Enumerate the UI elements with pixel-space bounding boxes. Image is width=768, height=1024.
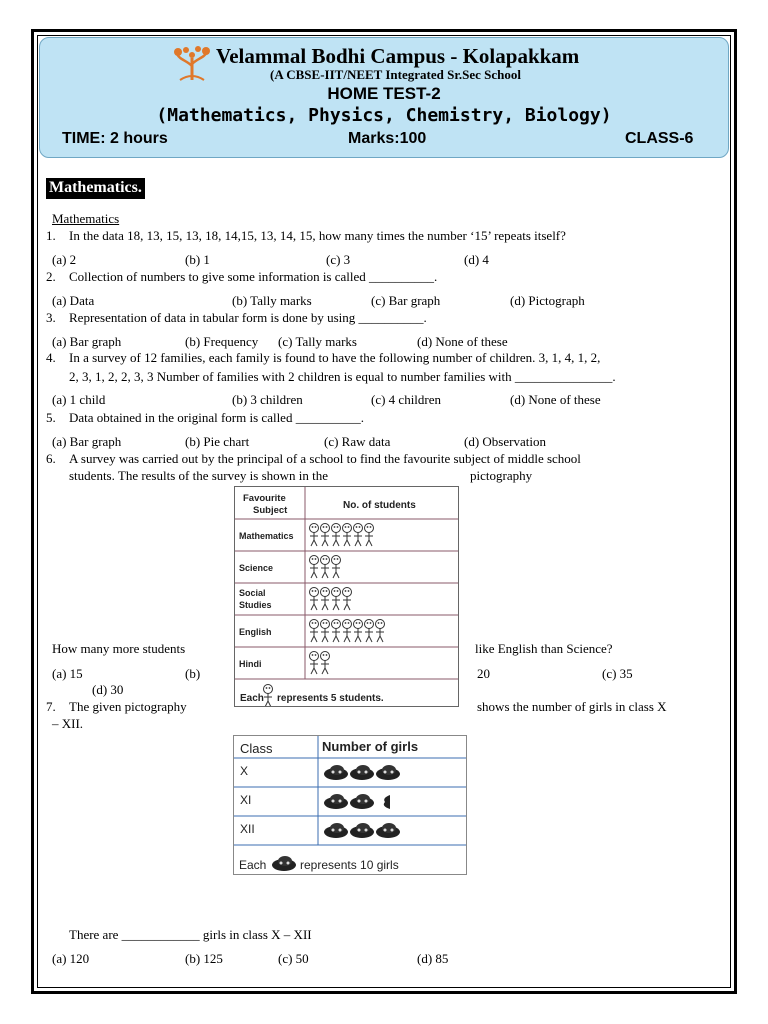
test-title: HOME TEST-2 [327,84,441,103]
question-text: The given pictography [69,699,187,714]
student-icon [310,652,319,675]
girl-icon [376,823,400,838]
girl-icon [350,823,374,838]
girl-icon [350,794,374,809]
student-icon [264,685,273,707]
option: (d) None of these [510,392,601,407]
student-icon [310,524,319,547]
school-name: Velammal Bodhi Campus - Kolapakkam [216,44,580,68]
pictograph-favourite-subject [234,486,459,707]
student-icon [343,588,352,611]
class-label: XI [240,793,252,807]
student-icon [310,588,319,611]
student-icon [332,556,341,579]
pictograph-1-svg [235,487,458,706]
option: (d) 85 [417,951,449,966]
question-number: 2. [46,269,56,284]
option: (b) 125 [185,951,223,966]
class-label: XII [240,822,255,836]
key-label: represents 5 students. [277,693,384,704]
question-number: 1. [46,228,56,243]
student-icon [343,620,352,643]
option: (b) 1 [185,252,210,267]
student-icon [343,524,352,547]
student-icon [365,524,374,547]
student-icon [321,556,330,579]
girl-icon [324,765,348,780]
question-subtext: How many more students [52,641,186,656]
option: (c) 35 [602,666,633,681]
question-text-continued: – XII. [52,716,84,731]
option: (c) Raw data [324,434,391,449]
question-text-tail: pictography [470,468,533,483]
girl-icon [376,765,400,780]
subject-label: English [239,627,272,637]
school-affiliation: (A CBSE-IIT/NEET Integrated Sr.Sec School [270,67,522,82]
key-label: Each [239,858,267,872]
student-icon [321,588,330,611]
time-label: TIME: 2 hours [62,130,168,147]
question-subtext: There are ____________ girls in class X – XII [69,927,312,942]
option: (c) Tally marks [278,334,357,349]
question-number: 7. [46,699,56,714]
question-text: Data obtained in the original form is called __________. [69,410,364,425]
question-text: In a survey of 12 families, each family is found to have the following number of children. 3, 1, 4, 1, 2, [69,350,601,365]
question-number: 5. [46,410,56,425]
class-label: X [240,764,249,778]
student-icon [321,524,330,547]
girl-icon [324,823,348,838]
subject-label: Mathematics [239,531,294,541]
question-text: A survey was carried out by the principal of a school to find the favourite subject of middle school [69,451,581,466]
question-text: Collection of numbers to give some information is called __________. [69,269,438,284]
option: (c) 50 [278,951,309,966]
option: (d) None of these [417,334,508,349]
pictograph-girls-per-class [233,735,467,875]
option: (a) Bar graph [52,334,122,349]
question-text-tail: shows the number of girls in class X [477,699,667,714]
section-badge: Mathematics. [46,178,145,199]
question-text-continued: 2, 3, 1, 2, 2, 3, 3 Number of families with 2 children is equal to number families with _______________. [69,369,616,384]
option: (c) 4 children [371,392,442,407]
option: (d) 4 [464,252,489,267]
option: (d) 30 [92,682,124,697]
header-favourite-subject: Favourite [243,493,286,504]
section-subheading: Mathematics [52,211,120,226]
question-number: 3. [46,310,56,325]
option: (c) 3 [326,252,351,267]
header-class: Class [240,741,273,756]
student-icon [321,620,330,643]
school-logo-icon [172,46,212,82]
option: (d) Pictograph [510,293,585,308]
question-number: 4. [46,350,56,365]
pictograph-2-svg [234,736,466,874]
girl-icon [350,765,374,780]
option: (a) Data [52,293,95,308]
option: (b) Frequency [185,334,259,349]
student-icon [354,524,363,547]
header-favourite-subject: Subject [253,505,288,516]
option: (a) 15 [52,666,83,681]
subjects-line: (Mathematics, Physics, Chemistry, Biology) [156,105,612,126]
girl-icon [272,856,296,871]
option: (b) 3 children [232,392,303,407]
option: (b) Tally marks [232,293,312,308]
question-text: In the data 18, 13, 15, 13, 18, 14,15, 13, 14, 15, how many times the number ‘15’ repeats itself? [69,228,566,243]
subject-label: Studies [239,600,272,610]
key-label: represents 10 girls [300,858,399,872]
class-label: CLASS-6 [625,130,694,147]
subject-label: Science [239,563,274,573]
subject-label: Social [239,588,266,598]
header-number-of-girls: Number of girls [322,739,419,754]
student-icon [332,524,341,547]
option: (a) 2 [52,252,77,267]
option: (d) Observation [464,434,546,449]
marks-label: Marks:100 [348,130,427,147]
question-number: 6. [46,451,56,466]
subject-label: Hindi [239,659,262,669]
student-icon [332,588,341,611]
option: (b) [185,666,201,681]
student-icon [310,556,319,579]
student-icon [332,620,341,643]
header-no-of-students: No. of students [343,500,416,511]
student-icon [321,652,330,675]
student-icon [354,620,363,643]
option: (b) Pie chart [185,434,250,449]
option: (a) 1 child [52,392,106,407]
option: (a) 120 [52,951,90,966]
girl-icon [324,794,348,809]
option: (c) Bar graph [371,293,441,308]
option: (a) Bar graph [52,434,122,449]
option-continued: 20 [477,666,490,681]
student-icon [310,620,319,643]
question-text: Representation of data in tabular form is done by using __________. [69,310,427,325]
key-label: Each [240,693,264,704]
question-subtext-tail: like English than Science? [475,641,613,656]
girl-icon-half [384,795,390,809]
student-icon [376,620,385,643]
student-icon [365,620,374,643]
question-text-continued: students. The results of the survey is shown in the [69,468,329,483]
